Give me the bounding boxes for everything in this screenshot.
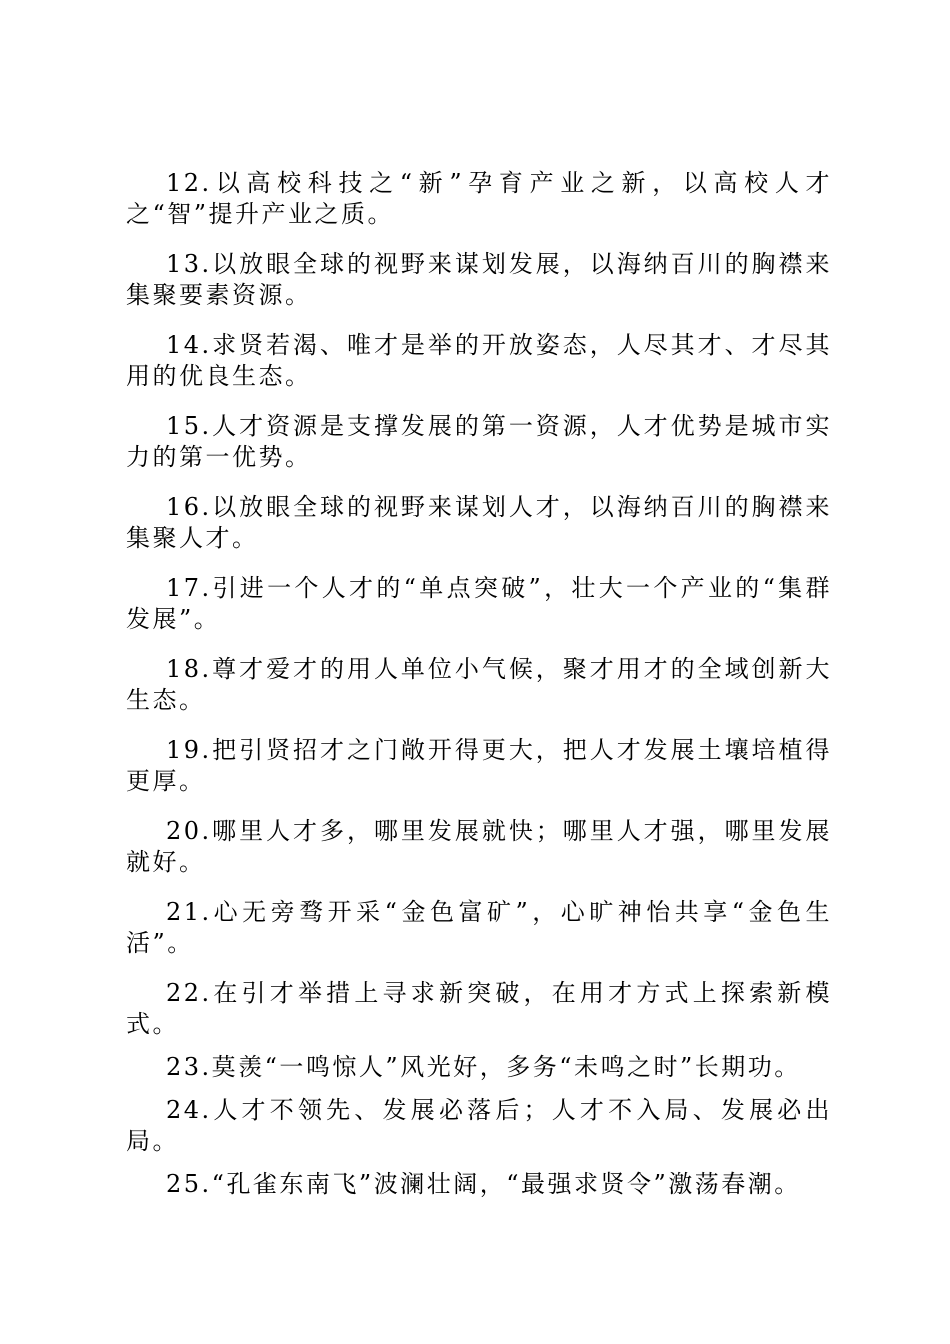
list-item-22: 22.在引才举措上寻求新突破，在用才方式上探索新模式。 (126, 979, 832, 1038)
list-item-16: 16.以放眼全球的视野来谋划人才，以海纳百川的胸襟来集聚人才。 (126, 493, 832, 552)
list-item-21: 21.心无旁骛开采“金色富矿”，心旷神怡共享“金色生活”。 (126, 898, 832, 957)
list-item-17: 17.引进一个人才的“单点突破”，壮大一个产业的“集群发展”。 (126, 574, 832, 633)
list-item-15: 15.人才资源是支撑发展的第一资源，人才优势是城市实力的第一优势。 (126, 412, 832, 471)
list-item-18: 18.尊才爱才的用人单位小气候，聚才用才的全域创新大生态。 (126, 655, 832, 714)
list-item-24: 24.人才不领先、发展必落后；人才不入局、发展必出局。 (126, 1096, 832, 1155)
list-item-12: 12.以高校科技之“新”孕育产业之新，以高校人才之“智”提升产业之质。 (126, 169, 832, 228)
list-item-19: 19.把引贤招才之门敞开得更大，把人才发展土壤培植得更厚。 (126, 736, 832, 795)
list-item-20: 20.哪里人才多，哪里发展就快；哪里人才强，哪里发展就好。 (126, 817, 832, 876)
list-item-14: 14.求贤若渴、唯才是举的开放姿态，人尽其才、才尽其用的优良生态。 (126, 331, 832, 390)
list-item-13: 13.以放眼全球的视野来谋划发展，以海纳百川的胸襟来集聚要素资源。 (126, 250, 832, 309)
document-page (126, 168, 832, 1212)
list-item-23: 23.莫羡“一鸣惊人”风光好，多务“未鸣之时”长期功。 (166, 1053, 801, 1081)
list-item-25: 25.“孔雀东南飞”波澜壮阔，“最强求贤令”激荡春潮。 (166, 1170, 801, 1198)
